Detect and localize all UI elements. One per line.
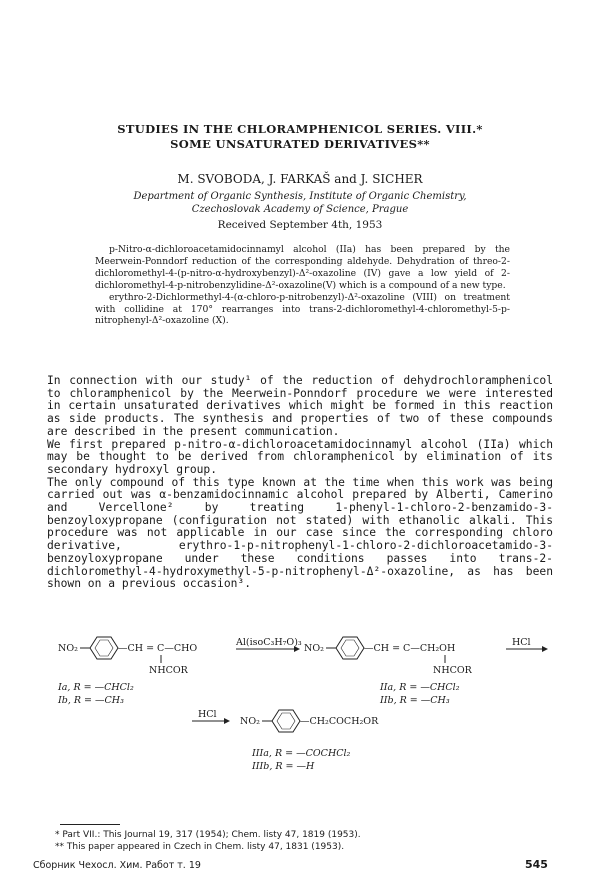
affiliation [0,190,600,216]
footnotes [55,829,535,853]
s2-chain: —CH = C—CH₂OH [364,643,456,654]
s1-substituent: NHCOR [149,665,188,676]
s3-no2: NO₂ [240,716,260,727]
s2-no2: NO₂ [304,643,324,654]
affiliation-line-2: Czechoslovak Academy of Science, Prague [191,204,409,215]
body-paragraph-3: The only compound of this type known at the time when this work was being carried out was α-benzamidocinnamic alcohol prepared by Alberti, Camerino and Vercellone² by treating 1-phenyl-1-chloro-2-benzamido-3-benzoyloxypropane (configuration not stated) with ethanolic alkali. This procedure was not applicable in our case since the corresponding chloro derivative, erythro-1-p-nitrophenyl-1-chloro-2-dichloroacetamido-3-benzoyloxypropane under these conditions passes into trans-2-dichloromethyl-4-hydroxymethyl-5-p-nitrophenyl-Δ²-oxazoline, as has been shown on a previous occasion³. [47,475,553,591]
abstract [95,244,510,327]
footnote-2: ** This paper appeared in Czech in Chem. listy 47, 1831 (1953). [55,842,345,852]
journal-footer: Сборник Чехосл. Хим. Работ т. 19 [33,860,201,871]
s2-label-b: IIb, R = —CH₃ [380,695,450,706]
abstract-paragraph-1: p-Nitro-α-dichloroacetamidocinnamyl alcohol (IIa) has been prepared by the Meerwein-Ponndorf reduction of the corresponding aldehyde. Dehydration of threo-2-dichloromethyl-4-(p-nitro-α-hydroxybenzyl)-Δ²-oxazoline (IV) gave a low yield of 2-dichloromethyl-4-p-nitrobenzylidine-Δ²-oxazoline(V) which is a compound of a new type. [95,244,510,291]
reaction-scheme [50,630,560,815]
s3-label-b: IIIb, R = —H [252,761,315,772]
s3-label-a: IIIa, R = —COCHCl₂ [252,748,351,759]
s2-substituent: NHCOR [433,665,472,676]
body-text [47,375,553,591]
s1-chain: —CH = C—CHO [118,643,198,654]
page-number: 545 [525,858,548,871]
arrow3-reagent: HCl [198,709,217,720]
footnote-1: * Part VII.: This Journal 19, 317 (1954); Chem. listy 47, 1819 (1953). [55,830,361,840]
affiliation-line-1: Department of Organic Synthesis, Institute of Organic Chemistry, [133,191,467,202]
s1-label-a: Ia, R = —CHCl₂ [58,682,134,693]
s1-label-b: Ib, R = —CH₃ [58,695,124,706]
s1-no2: NO₂ [58,643,78,654]
received-date: Received September 4th, 1953 [217,219,383,231]
abstract-paragraph-2: erythro-2-Dichlormethyl-4-(α-chloro-p-nitrobenzyl)-Δ²-oxazoline (VIII) on treatment with collidine at 170° rearranges into trans-2-dichloromethyl-4-chloromethyl-5-p-nitrophenyl-Δ²-oxazoline (X). [95,291,510,327]
s2-label-a: IIa, R = —CHCl₂ [380,682,460,693]
title-line-1: STUDIES IN THE CHLORAMPHENICOL SERIES. VIII.* [117,122,483,136]
authors: M. SVOBODA, J. FARKAŠ and J. SICHER [177,172,423,186]
arrow1-reagent: Al(isoC₃H₇O)₃ [236,637,302,648]
body-paragraph-2: We first prepared p-nitro-α-dichloroacetamidocinnamyl alcohol (IIa) which may be thought to be derived from chloramphenicol by elimination of its secondary hydroxyl group. [47,437,553,476]
footnote-rule [60,824,120,825]
body-paragraph-1: In connection with our study¹ of the reduction of dehydrochloramphenicol to chloramphenicol by the Meerwein-Ponndorf procedure we were interested in certain unsaturated derivatives which might be formed in this reaction as side products. The synthesis and properties of two of these compounds are described in the present communication. [47,374,553,438]
s3-chain: —CH₂COCH₂OR [300,716,379,727]
arrow2-reagent: HCl [512,637,531,648]
title-line-2: SOME UNSATURATED DERIVATIVES** [170,137,430,151]
